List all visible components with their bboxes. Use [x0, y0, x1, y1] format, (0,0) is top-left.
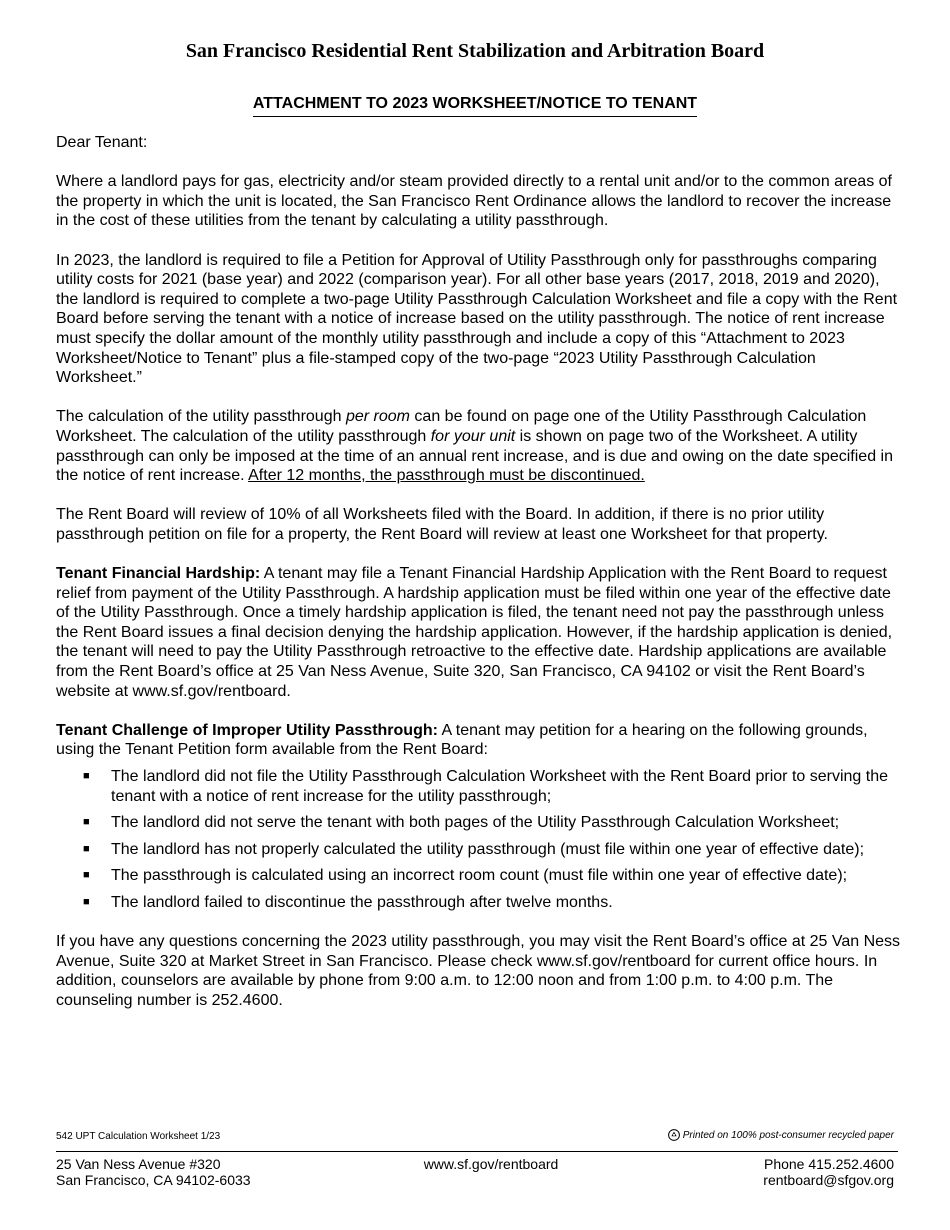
document-title: ATTACHMENT TO 2023 WORKSHEET/NOTICE TO TENANT — [253, 95, 697, 117]
paragraph-calculation-details: The calculation of the utility passthrough per room can be found on page one of the Utility Passthrough Calculation Worksheet. The calculation of the utility passthrough for your unit is shown on page two of the Worksheet. A utility passthrough can only be imposed at the time of an annual rent increase, and is due and owing on the date specified in the notice of rent increase. After 12 months, the passthrough must be discontinued. — [56, 408, 893, 485]
bullet-icon: ■ — [83, 770, 90, 782]
footer-address: 25 Van Ness Avenue #320 San Francisco, CA 94102-6033 — [56, 1156, 251, 1188]
letter-body — [56, 133, 901, 1030]
discontinue-notice: After 12 months, the passthrough must be discontinued. — [248, 467, 645, 485]
paragraph-utility-passthrough-intro: Where a landlord pays for gas, electricity and/or steam provided directly to a rental unit and/or to the common areas of the property in which the unit is located, the San Francisco Rent Ordinance allows the landlord to recover the increase in the cost of these utilities from the tenant by calculating a utility passthrough. — [56, 173, 892, 230]
organization-name: San Francisco Residential Rent Stabilization and Arbitration Board — [185, 40, 765, 62]
list-item: ■ The passthrough is calculated using an incorrect room count (must file within one year of effective date); — [83, 867, 848, 885]
footer-phone: Phone 415.252.4600 — [763, 1156, 894, 1172]
list-item: ■ The landlord did not file the Utility Passthrough Calculation Worksheet with the Rent Board prior to serving the tenant with a notice of rent increase for the utility passthrough; — [83, 768, 888, 805]
paragraph-closing-contact: If you have any questions concerning the 2023 utility passthrough, you may visit the Rent Board’s office at 25 Van Ness Avenue, Suite 320 at Market Street in San Francisco. Please check www.sf.gov/rentboard for current office hours. In addition, counselors are available by phone from 9:00 a.m. to 12:00 noon and from 1:00 p.m. to 4:00 p.m. The counseling number is 252.4600. — [56, 933, 901, 1009]
salutation: Dear Tenant: — [56, 134, 148, 151]
challenge-grounds-list — [56, 767, 901, 913]
bullet-icon: ■ — [83, 816, 90, 829]
document-title-wrap — [0, 95, 950, 117]
footer-email[interactable]: rentboard@sfgov.org — [763, 1172, 894, 1188]
hardship-heading: Tenant Financial Hardship: — [56, 565, 261, 583]
website-link[interactable]: www.sf.gov/rentboard — [423, 1156, 559, 1172]
bullet-icon: ■ — [83, 869, 90, 882]
bullet-icon: ■ — [83, 842, 90, 855]
recycle-icon — [668, 1129, 680, 1141]
footer-divider — [56, 1151, 898, 1152]
form-identifier: 542 UPT Calculation Worksheet 1/23 — [56, 1131, 221, 1142]
footer-contact — [763, 1156, 894, 1188]
bullet-icon: ■ — [83, 895, 90, 908]
challenge-heading: Tenant Challenge of Improper Utility Passthrough: — [56, 721, 438, 739]
paragraph-tenant-challenge: Tenant Challenge of Improper Utility Passthrough: A tenant may petition for a hearing on the following grounds, using the Tenant Petition form available from the Rent Board: — [56, 721, 868, 759]
paragraph-2023-filing-requirements: In 2023, the landlord is required to file a Petition for Approval of Utility Passthrough only for passthroughs comparing utility costs for 2021 (base year) and 2022 (comparison year). For all other base years (2017, 2018, 2019 and 2020), the landlord is required to complete a two-page Utility Passthrough Calculation Worksheet and file a copy with the Rent Board before serving the tenant with a notice of increase based on the utility passthrough. The notice of rent increase must specify the dollar amount of the monthly utility passthrough and include a copy of this “Attachment to 2023 Worksheet/Notice to Tenant” plus a file-stamped copy of the two-page “2023 Utility Passthrough Calculation Worksheet.” — [56, 251, 898, 387]
paragraph-review-policy: The Rent Board will review of 10% of all Worksheets filed with the Board. In addition, if there is no prior utility passthrough petition on file for a property, the Rent Board will review at least one Worksheet for that property. — [56, 506, 828, 543]
recycled-paper-notice: Printed on 100% post-consumer recycled paper — [668, 1129, 894, 1141]
paragraph-financial-hardship: Tenant Financial Hardship: A tenant may file a Tenant Financial Hardship Application with the Rent Board to request relief from payment of the Utility Passthrough. A hardship application must be filed within one year of the effective date of the Utility Passthrough. Once a timely hardship application is filed, the tenant need not pay the passthrough unless the Rent Board issues a final decision denying the hardship application. However, if the hardship application is denied, the tenant will need to pay the Utility Passthrough retroactive to the effective date. Hardship applications are available from the Rent Board’s office at 25 Van Ness Avenue, Suite 320, San Francisco, CA 94102 or visit the Rent Board’s website at www.sf.gov/rentboard. — [56, 565, 893, 700]
list-item: ■ The landlord has not properly calculated the utility passthrough (must file within one year of effective date); — [83, 840, 865, 858]
list-item: ■ The landlord did not serve the tenant with both pages of the Utility Passthrough Calculation Worksheet; — [83, 814, 840, 832]
list-item: ■ The landlord failed to discontinue the passthrough after twelve months. — [83, 893, 613, 911]
